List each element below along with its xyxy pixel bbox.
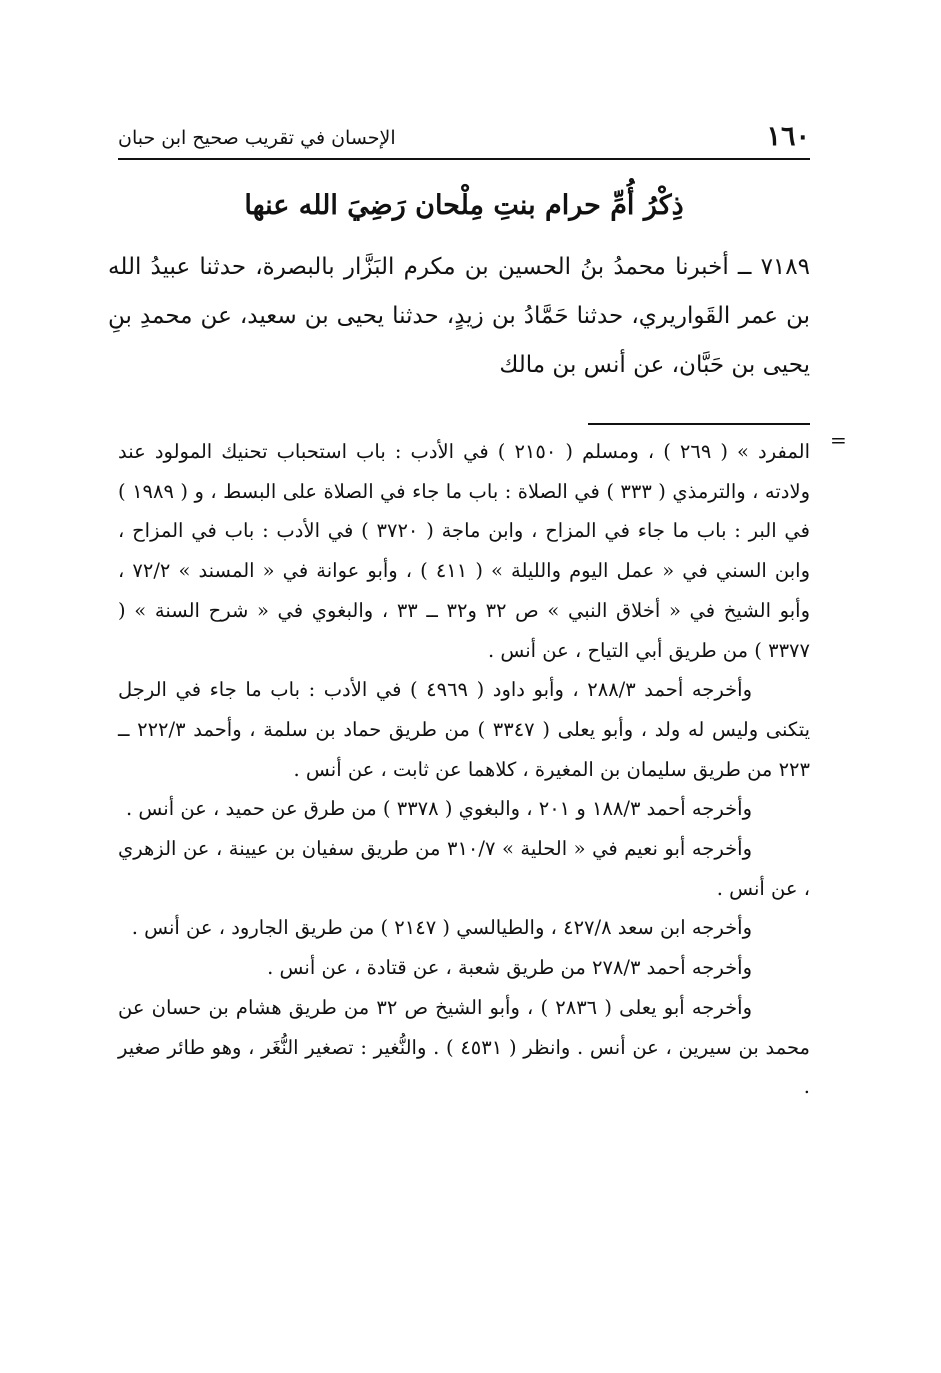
footnote-paragraph: وأخرجه أبو يعلى ( ٢٨٣٦ ) ، وأبو الشيخ ص ٣٢ من طريق هشام بن حسان عن محمد بن سيرين ، عن أنس . وانظر ( ٤٥٣١ ) . والنُّغير : تصغير النُّغَر ، وهو طائر صغير .	[118, 995, 810, 1099]
book-title: الإحسان في تقريب صحيح ابن حبان	[118, 127, 396, 149]
running-header	[118, 118, 810, 160]
footnote-paragraph: وأخرجه أحمد ١٨٨/٣ و ٢٠١ ، والبغوي ( ٣٣٧٨ ) من طرق عن حميد ، عن أنس .	[126, 797, 752, 821]
footnote-paragraph: وأخرجه أحمد ٢٧٨/٣ من طريق شعبة ، عن قتادة ، عن أنس .	[267, 956, 752, 980]
footnote-paragraph: وأخرجه أبو نعيم في « الحلية » ٣١٠/٧ من طريق سفيان بن عيينة ، عن الزهري ، عن أنس .	[118, 837, 810, 900]
footnote-separator	[588, 423, 810, 425]
footnote-paragraph: وأخرجه أحمد ٢٨٨/٣ ، وأبو داود ( ٤٩٦٩ ) في الأدب : باب ما جاء في الرجل يتكنى وليس له ولد ، وأبو يعلى ( ٣٣٤٧ ) من طريق حماد بن سلمة ، وأحمد ٢٢٢/٣ ــ ٢٢٣ من طريق سليمان بن المغيرة ، كلاهما عن ثابت ، عن أنس .	[118, 678, 811, 781]
footnote-continuation-mark: =	[830, 428, 847, 452]
hadith-paragraph: ٧١٨٩ ــ أخبرنا محمدُ بنُ الحسين بن مكرم البَزَّار بالبصرة، حدثنا عبيدُ الله بن عمر القَواريري، حدثنا حَمَّادُ بن زيدٍ، حدثنا يحيى بن سعيد، عن محمدِ بنِ يحيى بن حَبَّان، عن أنس بن مالك	[108, 254, 810, 378]
page-number: ١٦٠	[766, 121, 810, 152]
footnote-paragraph: وأخرجه ابن سعد ٤٢٧/٨ ، والطيالسي ( ٢١٤٧ ) من طريق الجارود ، عن أنس .	[131, 916, 752, 940]
hadith-text	[108, 243, 810, 390]
footnote-paragraph: المفرد » ( ٢٦٩ ) ، ومسلم ( ٢١٥٠ ) في الأدب : باب استحباب تحنيك المولود عند ولادته ، والترمذي ( ٣٣٣ ) في الصلاة : باب ما جاء في الصلاة على البسط ، و ( ١٩٨٩ ) في البر : باب ما جاء في المزاح ، وابن ماجة ( ٣٧٢٠ ) في الأدب : باب في المزاح ، وابن السني في « عمل اليوم والليلة » ( ٤١١ ) ، وأبو عوانة في « المسند » ٧٢/٢ ، وأبو الشيخ في « أخلاق النبي » ص ٣٢ و٣٢ ــ ٣٣ ، والبغوي في « شرح السنة » ( ٣٣٧٧ ) من طريق أبي التياح ، عن أنس .	[118, 440, 811, 662]
section-title: ذِكْرُ أُمِّ حرام بنتِ مِلْحان رَضِيَ الله عنها	[244, 190, 684, 221]
footnotes	[118, 432, 810, 1107]
